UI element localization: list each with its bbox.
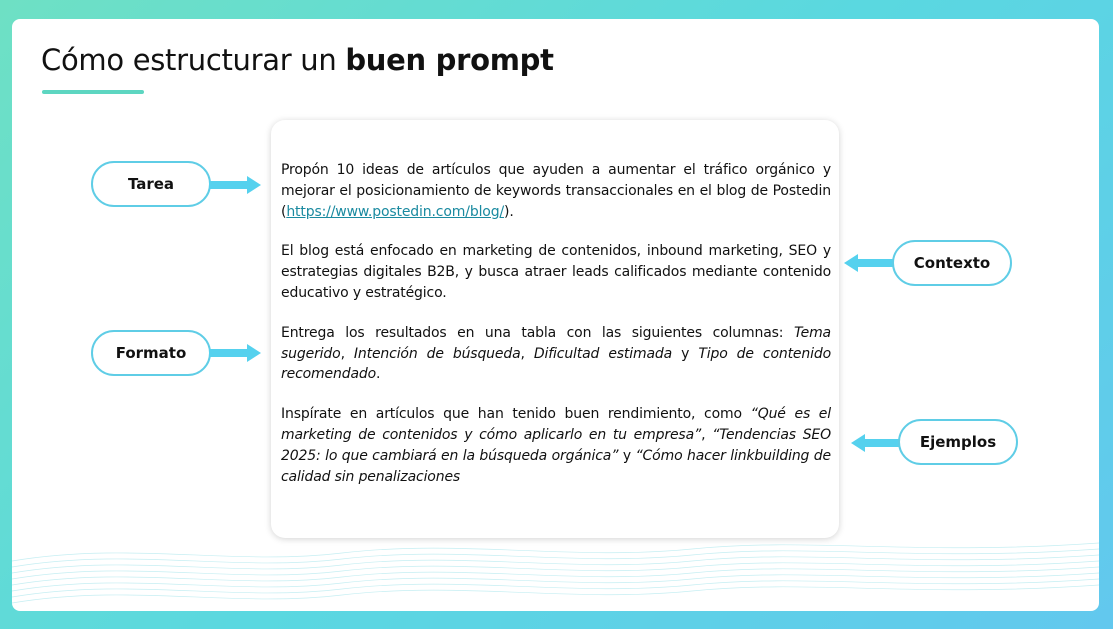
arrow-left-icon [849,434,903,452]
example-1: “Qué es el marketing de contenidos y cómo aplicarlo en tu empresa” [281,406,832,443]
prompt-examples-paragraph [281,404,831,487]
examples-text: Inspírate en artículos que han tenido buen rendimiento, como [281,406,751,423]
label-ejemplos-text: Ejemplos [919,433,997,451]
label-contexto-text: Contexto [913,254,991,272]
examples-sep: , [701,426,713,443]
prompt-text [281,160,831,506]
label-formato [91,330,211,376]
label-contexto [892,240,1012,286]
label-tarea-text: Tarea [127,175,175,193]
arrow-left-icon [842,254,896,272]
label-tarea [91,161,211,207]
slide [12,19,1099,611]
format-column-4: Tipo de contenido recomendado [281,345,831,383]
example-2: “Tendencias SEO 2025: lo que cambiará en la búsqueda orgánica” [281,426,831,464]
prompt-format-paragraph [281,323,831,385]
blog-link[interactable]: https://www.postedin.com/blog/ [286,203,505,220]
arrow-right-icon [209,344,263,362]
example-3: “Cómo hacer linkbuilding de calidad sin penalizaciones [281,447,831,485]
task-text: Propón 10 ideas de artículos que ayuden a aumentar el tráfico orgánico y mejorar el posicionamiento de keywords transaccionales en el blog de Postedin ( [281,162,831,220]
title-underline [42,90,144,94]
slide-title [41,43,554,77]
examples-and: y [618,447,636,464]
format-sep: , [520,345,534,362]
format-text: Entrega los resultados en una tabla con las siguientes columnas: [281,324,794,341]
prompt-card [271,120,839,538]
arrow-right-icon [209,176,263,194]
label-ejemplos [898,419,1018,465]
prompt-task-paragraph [281,160,831,222]
wave-decoration [12,531,1099,611]
prompt-context-paragraph: El blog está enfocado en marketing de contenidos, inbound marketing, SEO y estrategias digitales B2B, y busca atraer leads calificados mediante contenido educativo y estratégico. [281,243,831,301]
task-text-end: ). [504,203,514,220]
title-regular: Cómo estructurar un [41,43,346,77]
format-column-3: Dificultad estimada [533,345,673,362]
format-sep: , [340,345,354,362]
label-formato-text: Formato [115,344,187,362]
format-column-2: Intención de búsqueda [353,345,521,362]
title-bold: buen prompt [345,43,554,77]
format-and: y [672,345,699,362]
format-end: . [376,366,381,383]
format-column-1: Tema sugerido [281,324,831,362]
